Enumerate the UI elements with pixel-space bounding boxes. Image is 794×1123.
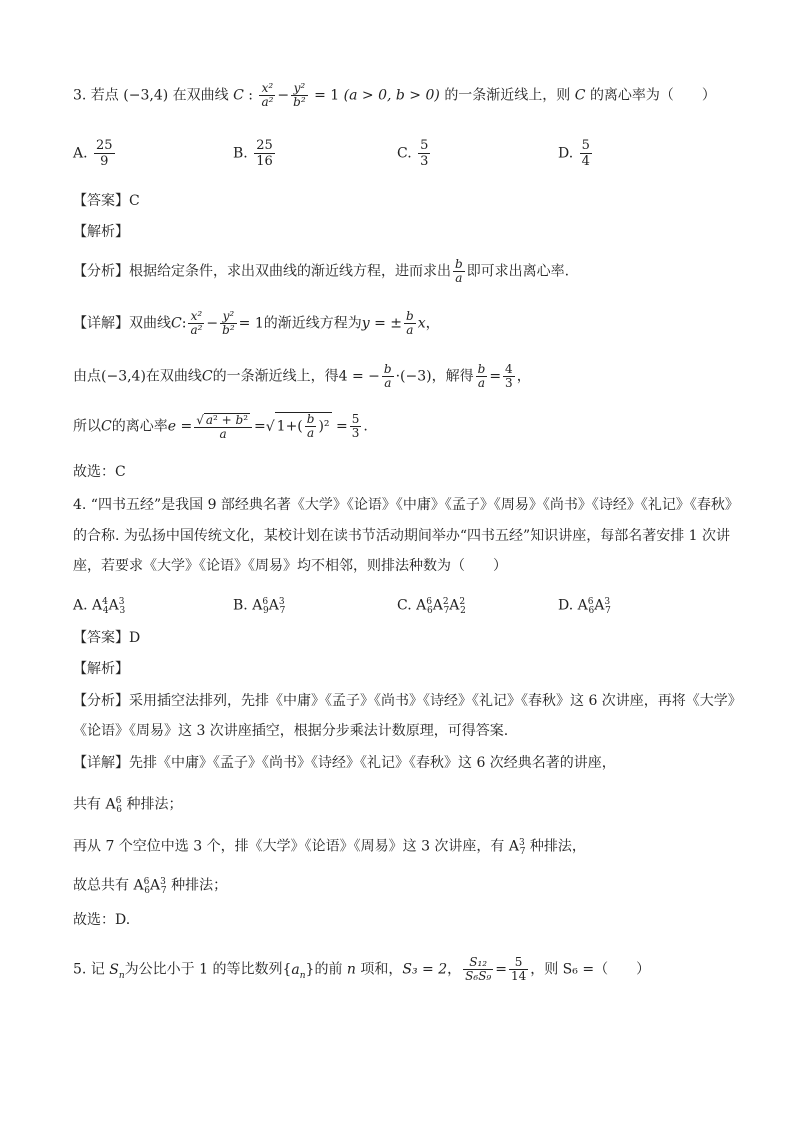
q4-fenxi-1: 【分析】采用插空法排列，先排《中庸》《孟子》《尚书》《诗经》《礼记》《春秋》这 6 次讲座，再将《大学》 (73, 693, 742, 709)
q3-frac-y: $\frac{\text{y²}}{\text{b²}}$ (293, 81, 306, 109)
q3-frac-x: $\frac{\text{x²}}{\text{a²}}$ (261, 81, 274, 109)
q3-answer: 【答案】C (73, 193, 140, 209)
q3-choice: 故选：C (73, 464, 126, 480)
q5-stem: 5. 记 $S_n$为公比小于 1 的等比数列$\{a_n\}$的前 n 项和，S₃ = 2， $\frac{\text{S₁₂}}{\text{S₆S₉}}$ = $\frac{5}{14}$ ，则 S₆ =（ ） (73, 955, 651, 983)
q3-fenxi: 【分析】根据给定条件，求出双曲线的渐近线方程，进而求出 $\frac{b}{a}$ 即可求出离心率. (73, 257, 570, 285)
q4-stem-1: 4. “四书五经”是我国 9 部经典名著《大学》《论语》《中庸》《孟子》《周易》《尚书》《诗经》《礼记》《春秋》 (73, 497, 739, 513)
q4-option-a: A. $A^4_4A^3_3$ (73, 597, 126, 617)
q3-detail-3: 所以C的离心率e = $\frac{\text{√ a² + b²}}{a}$ =√ 1+( $\frac{b}{a}$ )² = $\frac{5}{3}$ . (73, 412, 368, 441)
q3-option-b: B. $\frac{25}{16}$ (233, 138, 273, 169)
q4-stem-3: 座，若要求《大学》《论语》《周易》均不相邻，则排法种数为（ ） (73, 558, 507, 574)
q3-option-c: C. $\frac{5}{3}$ (397, 138, 429, 169)
q3-stem: 3. 若点 (−3,4) 在双曲线 C : $\frac{\text{x²}}{\text{a²}}$ − $\frac{\text{y²}}{\text{b²}}$ = 1 (a > 0, b > 0) 的一条渐近线上，则 C 的离心率为（ ） (73, 81, 716, 109)
q3-analysis-tag: 【解析】 (73, 224, 129, 240)
q3-point: (−3,4) (123, 87, 169, 104)
q4-detail-4: 故总共有 $A^6_6A^3_7$ 种排法； (73, 877, 228, 897)
q3-option-a: A. $\frac{25}{9}$ (73, 138, 113, 169)
q4-analysis-tag: 【解析】 (73, 661, 129, 677)
q4-fenxi-2: 《论语》《周易》这 3 次讲座插空，根据分步乘法计数原理，可得答案. (73, 723, 509, 739)
q4-detail-3: 再从 7 个空位中选 3 个，排《大学》《论语》《周易》这 3 次讲座，有 $A^3_7$ 种排法， (73, 838, 586, 858)
q4-stem-2: 的合称. 为弘扬中国传统文化，某校计划在读书节活动期间举办“四书五经”知识讲座，每部名著安排 1 次讲 (73, 528, 731, 544)
q3-detail-1: 【详解】双曲线C: $\frac{\text{x²}}{\text{a²}}$ − $\frac{\text{y²}}{\text{b²}}$ = 1的渐近线方程为y = ± $\frac{b}{a}$ x， (73, 309, 440, 337)
q4-option-b: B. $A^6_9A^3_7$ (233, 597, 286, 617)
q4-detail-1: 【详解】先排《中庸》《孟子》《尚书》《诗经》《礼记》《春秋》这 6 次经典名著的讲座， (73, 755, 616, 771)
q3-detail-2: 由点(−3,4)在双曲线C的一条渐近线上，得4 = − $\frac{b}{a}$ ·(−3)，解得 $\frac{b}{a}$ = $\frac{4}{3}$ ， (73, 362, 531, 390)
q4-answer: 【答案】D (73, 630, 141, 646)
q4-option-c: C. $A^6_6A^2_7A^2_2$ (397, 597, 466, 617)
q4-detail-2: 共有 $A^6_6$ 种排法； (73, 796, 183, 816)
q4-choice: 故选：D. (73, 912, 131, 928)
q3-option-d: D. $\frac{5}{4}$ (558, 138, 590, 169)
q4-option-d: D. $A^6_6A^3_7$ (558, 597, 611, 617)
